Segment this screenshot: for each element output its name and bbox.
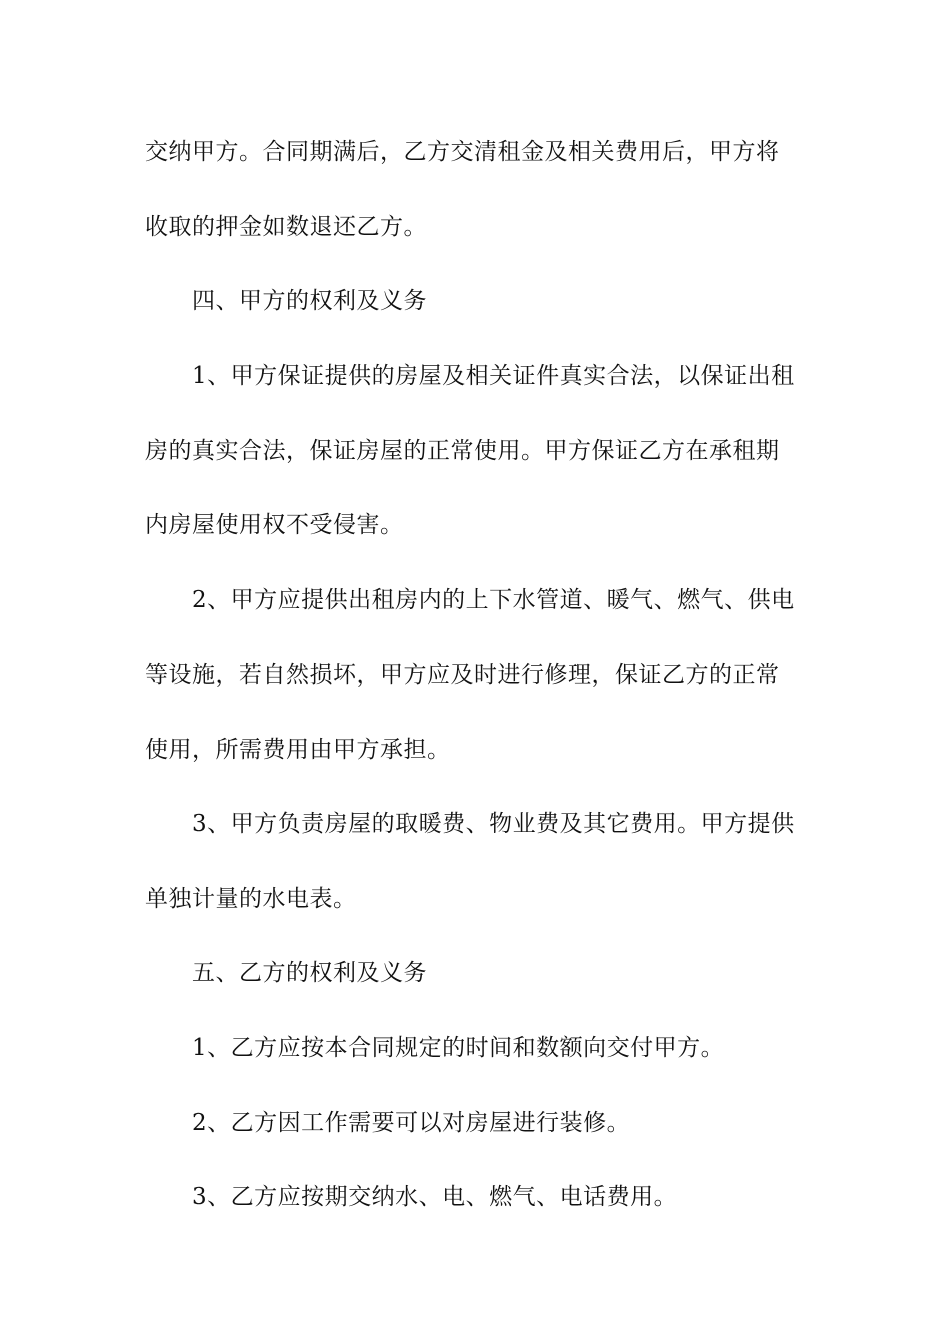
section-heading: 五、乙方的权利及义务 (192, 960, 427, 986)
text-line: 等设施，若自然损坏，甲方应及时进行修理，保证乙方的正常 (145, 662, 780, 688)
text-line: 2、甲方应提供出租房内的上下水管道、暖气、燃气、供电 (192, 587, 795, 613)
text-line: 内房屋使用权不受侵害。 (145, 512, 404, 538)
text-line: 3、甲方负责房屋的取暖费、物业费及其它费用。甲方提供 (192, 811, 795, 837)
text-line: 1、甲方保证提供的房屋及相关证件真实合法，以保证出租 (192, 363, 795, 389)
text-line: 3、乙方应按期交纳水、电、燃气、电话费用。 (192, 1184, 678, 1210)
text-line: 收取的押金如数退还乙方。 (145, 214, 427, 240)
text-line: 交纳甲方。合同期满后，乙方交清租金及相关费用后，甲方将 (145, 139, 780, 165)
text-line: 房的真实合法，保证房屋的正常使用。甲方保证乙方在承租期 (145, 438, 780, 464)
text-line: 1、乙方应按本合同规定的时间和数额向交付甲方。 (192, 1035, 725, 1061)
text-line: 单独计量的水电表。 (145, 886, 357, 912)
text-line: 2、乙方因工作需要可以对房屋进行装修。 (192, 1110, 631, 1136)
section-heading: 四、甲方的权利及义务 (192, 288, 427, 314)
text-line: 使用，所需费用由甲方承担。 (145, 737, 451, 763)
